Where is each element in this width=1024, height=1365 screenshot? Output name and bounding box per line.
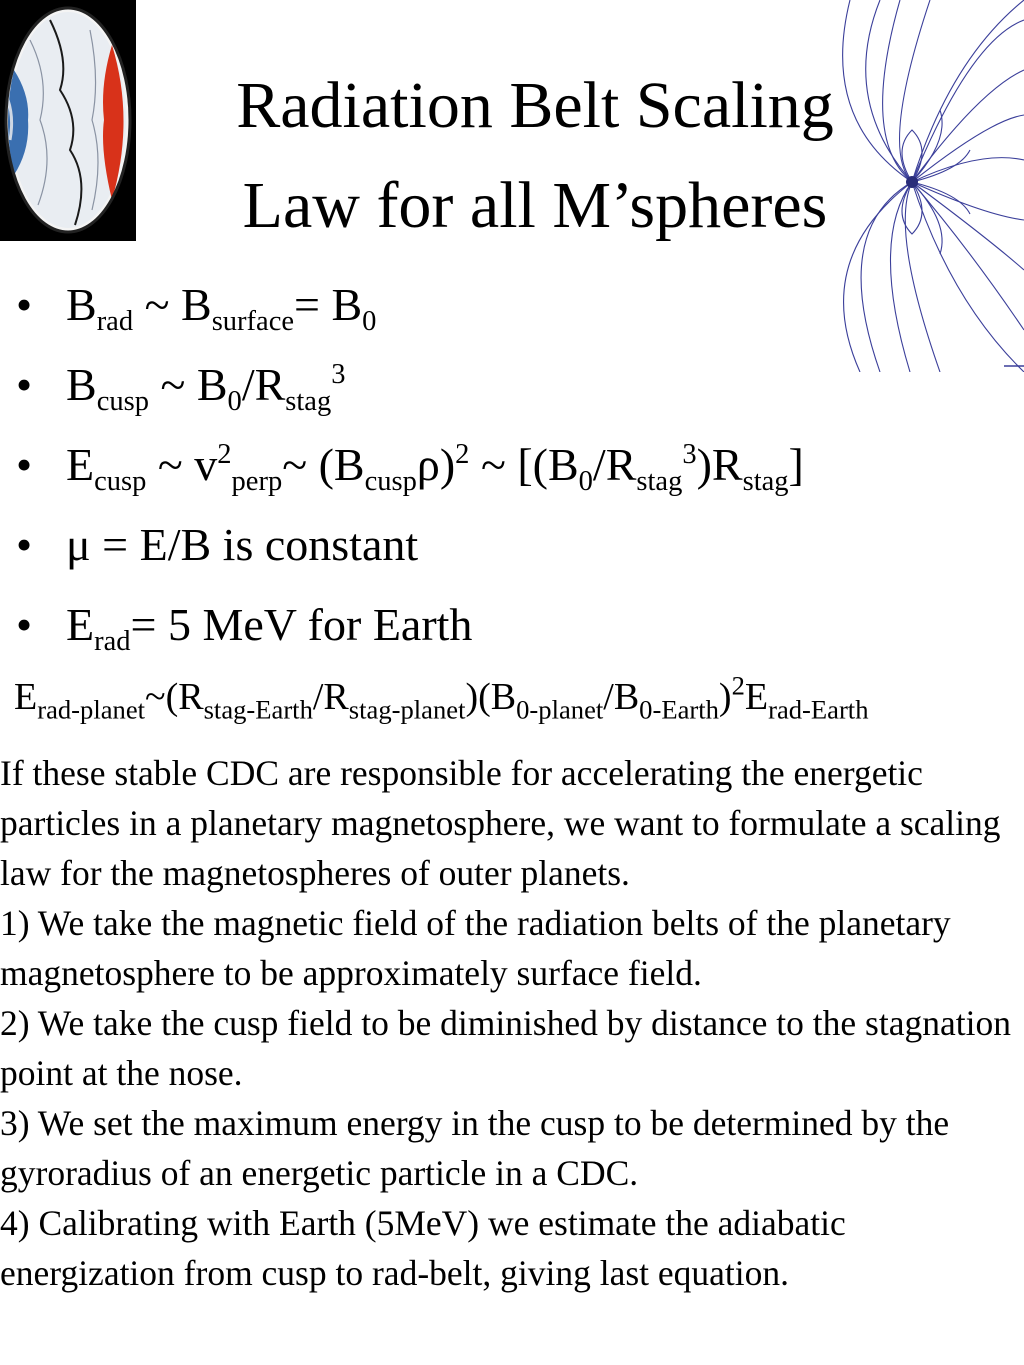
scaling-equation: [14, 670, 869, 725]
b3-cusp2: cusp: [364, 465, 417, 497]
eq-t1: ~(R: [145, 676, 204, 718]
list-item: [0, 430, 804, 510]
b3-stag2: stag: [742, 465, 789, 497]
b1-tilde: ~: [133, 279, 181, 330]
b3-rho: ρ): [416, 439, 456, 490]
b3-tilde3: ~ [(B: [469, 439, 579, 490]
eq-t6: E: [744, 676, 769, 718]
list-item: [0, 510, 804, 590]
b3-stag: stag: [636, 465, 683, 497]
eq-b0-earth: 0-Earth: [639, 694, 719, 725]
b3-zero: 0: [578, 465, 593, 497]
bullet-dot: •: [16, 599, 33, 650]
step-4: 4) Calibrating with Earth (5MeV) we estimate the adiabatic energization from cusp to rad-belt, giving last equation.: [0, 1203, 846, 1293]
b3-perp: perp: [231, 465, 283, 497]
b1-surface: surface: [211, 305, 295, 337]
page-title: [140, 56, 930, 256]
b2-slash-r: /R: [241, 359, 286, 410]
b3-cusp: cusp: [94, 465, 147, 497]
list-item: [0, 590, 804, 670]
b5-e: E: [66, 599, 95, 650]
b2-stag: stag: [285, 385, 332, 417]
b5-rest: = 5 MeV for Earth: [130, 599, 473, 650]
eq-rad-earth: rad-Earth: [768, 694, 869, 725]
b1-eq: = B: [294, 279, 363, 330]
eq-t3: )(B: [465, 676, 517, 718]
b3-tilde2: ~ (B: [282, 439, 365, 490]
step-3: 3) We set the maximum energy in the cusp to be determined by the gyroradius of an energetic particle in a CDC.: [0, 1103, 950, 1193]
title-line-2: Law for all M’spheres: [242, 169, 828, 242]
b3-end: ]: [788, 439, 804, 490]
b1-zero: 0: [362, 305, 377, 337]
b1-rad: rad: [96, 305, 134, 337]
b5-rad: rad: [94, 625, 131, 657]
b3-cube: 3: [682, 438, 697, 470]
eq-t4: /B: [603, 676, 640, 718]
eq-stag-planet: stag-planet: [348, 694, 466, 725]
title-line-1: Radiation Belt Scaling: [236, 69, 834, 142]
eq-stag-earth: stag-Earth: [203, 694, 313, 725]
eq-t2: /R: [312, 676, 349, 718]
magnetosphere-logo-icon: [0, 0, 136, 241]
b3-sq2: 2: [455, 438, 470, 470]
b3-tilde1: ~ v: [146, 439, 218, 490]
eq-rad-planet: rad-planet: [37, 694, 146, 725]
b3-close-r: )R: [696, 439, 743, 490]
b1-b: B: [66, 279, 97, 330]
b2-b: B: [66, 359, 97, 410]
list-item: [0, 270, 804, 350]
b3-e: E: [66, 439, 95, 490]
bullet-dot: •: [16, 439, 33, 490]
step-1: 1) We take the magnetic field of the radiation belts of the planetary magnetosphere to be approximately surface field.: [0, 903, 951, 993]
b2-cusp: cusp: [96, 385, 149, 417]
b1-b2: B: [181, 279, 212, 330]
b3-slash-r: /R: [592, 439, 637, 490]
bullet-list: [0, 270, 804, 670]
b2-tilde: ~ B: [148, 359, 228, 410]
list-item: [0, 350, 804, 430]
step-2: 2) We take the cusp field to be diminished by distance to the stagnation point at the nose.: [0, 1003, 1011, 1093]
eq-sq: 2: [731, 670, 745, 701]
explanation-text: [0, 748, 1024, 1298]
intro-paragraph: If these stable CDC are responsible for accelerating the energetic particles in a planetary magnetosphere, we want to formulate a scaling law for the magnetospheres of outer planets.: [0, 753, 1001, 893]
eq-e: E: [14, 676, 38, 718]
bullet-dot: •: [16, 279, 33, 330]
b2-cube: 3: [331, 358, 346, 390]
eq-t5: ): [718, 676, 732, 718]
b3-sq1: 2: [217, 438, 232, 470]
eq-b0-planet: 0-planet: [516, 694, 604, 725]
bullet-dot: •: [16, 519, 33, 570]
b2-zero: 0: [227, 385, 242, 417]
bullet-dot: •: [16, 359, 33, 410]
b4-text: μ = E/B is constant: [66, 519, 419, 570]
